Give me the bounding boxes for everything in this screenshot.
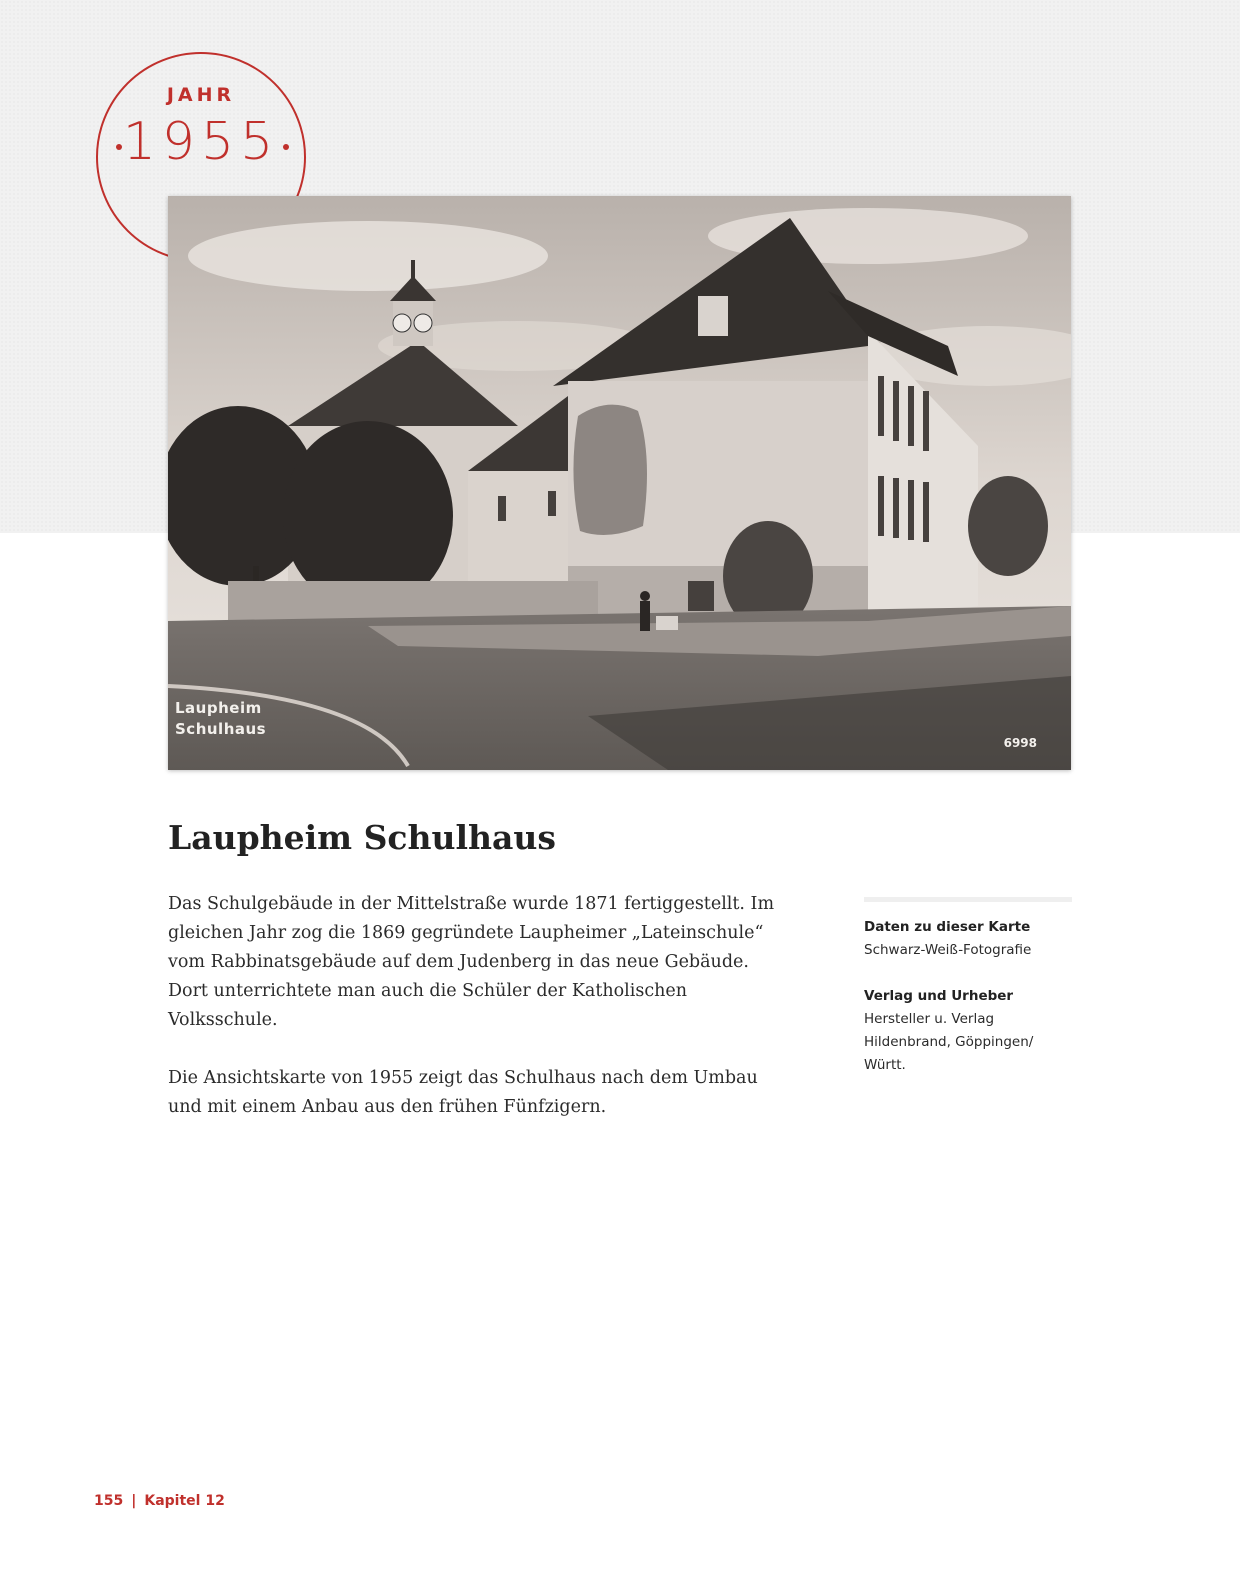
chapter-label: Kapitel 12 xyxy=(144,1493,225,1509)
sidebar-heading-publisher: Verlag und Urheber xyxy=(864,988,1014,1004)
article-paragraph: Das Schulgebäude in der Mittelstraße wurde 1871 fertiggestellt. Im gleichen Jahr zog die 1869 gegründete Laupheimer „Lateinschule“ vom Rabbinatsgebäude auf dem Judenberg in das neue Gebäude. Dort unterrichtete man auch die Schüler der Katholischen Volksschule. xyxy=(168,894,775,1030)
photo-number: 6998 xyxy=(1003,736,1037,750)
school-building-photo xyxy=(168,196,1071,770)
article-title: Laupheim Schulhaus xyxy=(168,818,556,857)
card-info-sidebar xyxy=(864,897,1072,1077)
stamp-year: 1955 xyxy=(122,112,280,172)
sidebar-text-publisher-line-3: Württ. xyxy=(864,1057,906,1073)
sidebar-text-publisher-line-1: Hersteller u. Verlag xyxy=(864,1011,995,1027)
footer-separator: | xyxy=(131,1493,137,1509)
sidebar-spacer xyxy=(864,962,1072,985)
sidebar-heading-card-data: Daten zu dieser Karte xyxy=(864,919,1031,935)
article-paragraph: Die Ansichtskarte von 1955 zeigt das Schulhaus nach dem Umbau und mit einem Anbau aus den frühen Fünfzigern. xyxy=(168,1068,758,1117)
article-body xyxy=(168,890,788,1151)
sidebar-text-photo-type: Schwarz-Weiß-Fotografie xyxy=(864,942,1032,958)
stamp-label: JAHR xyxy=(166,84,236,106)
sidebar-text-publisher-line-2: Hildenbrand, Göppingen/ xyxy=(864,1034,1034,1050)
stamp-dot-right xyxy=(283,144,289,150)
photo-caption-line-1: Laupheim xyxy=(175,699,262,717)
postcard-photo xyxy=(168,196,1071,770)
page-footer xyxy=(94,1493,225,1509)
page-number: 155 xyxy=(94,1493,124,1509)
photo-caption xyxy=(175,698,266,740)
photo-caption-line-2: Schulhaus xyxy=(175,720,267,738)
